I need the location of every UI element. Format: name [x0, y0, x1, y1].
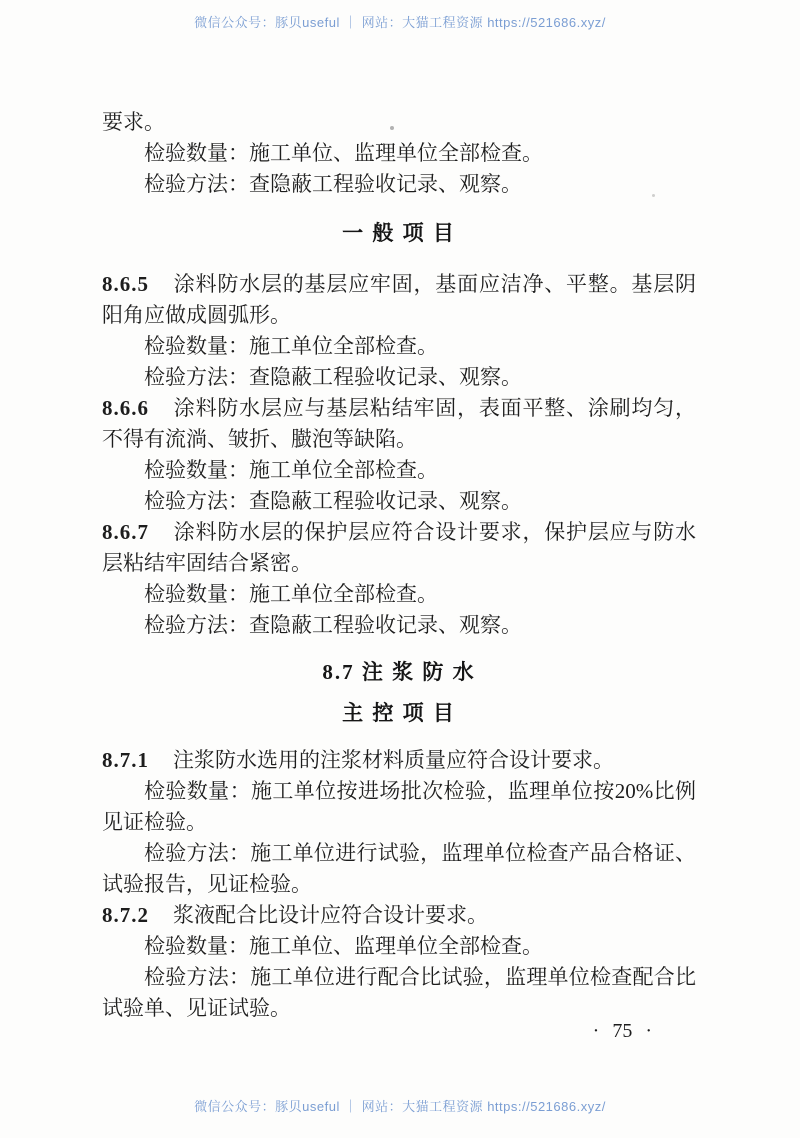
clause-number: 8.7.1 [102, 748, 149, 772]
clause-number: 8.6.7 [102, 520, 149, 544]
clause-text: 注浆防水选用的注浆材料质量应符合设计要求。 [173, 748, 614, 772]
clause-line [102, 517, 696, 548]
clause-text: 涂料防水层的基层应牢固，基面应洁净、平整。基层阴 [173, 272, 696, 296]
text-line: 要求。 [102, 110, 165, 134]
scan-artifact-dot [390, 126, 394, 130]
clause-line [102, 269, 696, 300]
text-line: 检验数量：施工单位、监理单位全部检查。 [144, 141, 543, 165]
text-line: 试验单、见证试验。 [102, 996, 291, 1020]
clause-number: 8.6.6 [102, 396, 149, 420]
text-line: 试验报告，见证检验。 [102, 872, 312, 896]
clause-line [102, 393, 696, 424]
clause-text: 涂料防水层应与基层粘结牢固，表面平整、涂刷均匀， [173, 396, 696, 420]
text-line: 检验方法：施工单位进行配合比试验，监理单位检查配合比 [144, 965, 696, 989]
section-heading-grouting-waterproof: 8.7 注 浆 防 水 [322, 660, 476, 684]
clause-line [102, 745, 696, 776]
text-line: 阳角应做成圆弧形。 [102, 303, 291, 327]
section-heading-dominant-items: 主 控 项 目 [342, 701, 456, 725]
clause-number: 8.6.5 [102, 272, 149, 296]
section-heading-general-items: 一 般 项 目 [342, 221, 456, 245]
text-line: 检验数量：施工单位全部检查。 [144, 458, 438, 482]
text-line: 检验方法：查隐蔽工程验收记录、观察。 [144, 489, 522, 513]
text-line: 检验数量：施工单位、监理单位全部检查。 [144, 934, 543, 958]
clause-number: 8.7.2 [102, 903, 149, 927]
text-line: 检验方法：查隐蔽工程验收记录、观察。 [144, 613, 522, 637]
page-number: · 75 · [592, 1020, 652, 1042]
text-line: 见证检验。 [102, 810, 207, 834]
text-line: 层粘结牢固结合紧密。 [102, 551, 312, 575]
text-line: 检验数量：施工单位全部检查。 [144, 334, 438, 358]
text-line: 检验方法：查隐蔽工程验收记录、观察。 [144, 172, 522, 196]
clause-line [102, 900, 696, 931]
clause-text: 涂料防水层的保护层应符合设计要求，保护层应与防水 [173, 520, 696, 544]
watermark-bottom: 微信公众号：豚贝useful ｜ 网站：大猫工程资源 https://521686.xyz/ [194, 1099, 606, 1114]
text-line: 检验数量：施工单位按进场批次检验，监理单位按20%比例 [144, 779, 696, 803]
watermark-top: 微信公众号：豚贝useful ｜ 网站：大猫工程资源 https://521686.xyz/ [194, 15, 606, 30]
text-line: 不得有流淌、皱折、臌泡等缺陷。 [102, 427, 417, 451]
document-body [102, 107, 696, 1024]
text-line: 检验数量：施工单位全部检查。 [144, 582, 438, 606]
scan-artifact-dot [652, 194, 655, 197]
clause-text: 浆液配合比设计应符合设计要求。 [173, 903, 488, 927]
text-line: 检验方法：施工单位进行试验，监理单位检查产品合格证、 [144, 841, 696, 865]
text-line: 检验方法：查隐蔽工程验收记录、观察。 [144, 365, 522, 389]
